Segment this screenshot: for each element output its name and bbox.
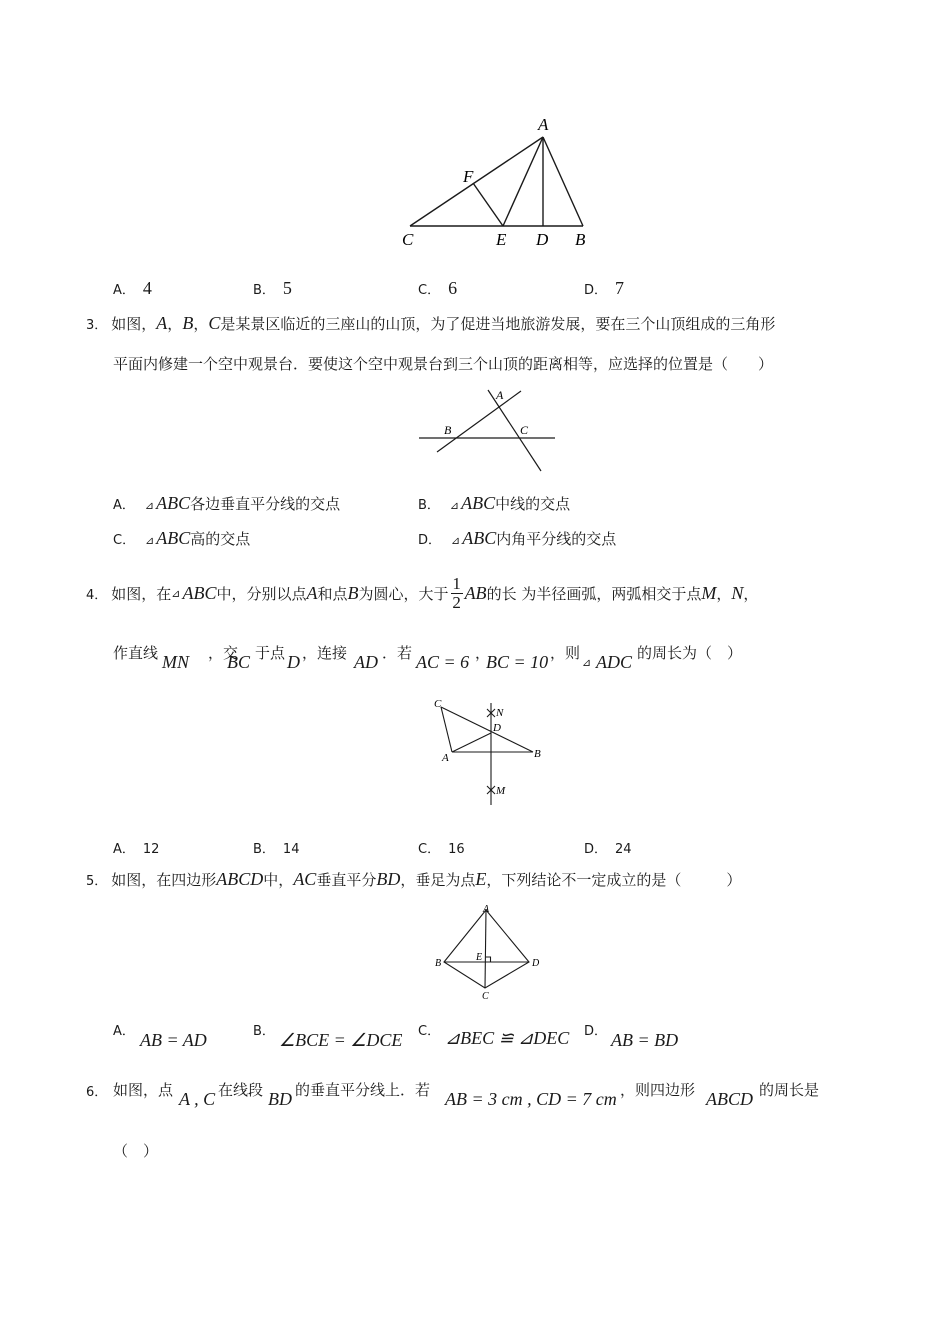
option-value: 4 <box>142 278 152 298</box>
q4-option-a[interactable] <box>113 838 159 857</box>
option-math: ⊿BEC ≌ ⊿DEC <box>445 1028 570 1048</box>
q5-text: 中， <box>263 871 294 889</box>
q4-text: 中，分别以点 <box>216 585 307 603</box>
option-letter: B． <box>253 842 275 857</box>
q6-text: 的垂直平分线上．若 <box>295 1081 431 1099</box>
q4-text: 为圆心，大于 <box>358 585 449 603</box>
q4-label-n: N <box>496 707 504 719</box>
option-letter: A． <box>113 283 135 298</box>
option-math: ABC <box>461 493 496 513</box>
q4-label-d: D <box>493 722 501 734</box>
option-letter: B． <box>253 1024 275 1039</box>
option-letter: A． <box>113 842 135 857</box>
option-letter: C． <box>418 283 441 298</box>
q5-figure <box>430 902 545 1002</box>
q4-math: M <box>701 583 717 603</box>
option-letter: C． <box>418 842 441 857</box>
q5-math: AC <box>293 869 317 889</box>
option-letter: C． <box>113 533 136 548</box>
option-math: ∠BCE = ∠DCE <box>279 1030 403 1050</box>
option-math: ABC <box>462 528 497 548</box>
q3-label-a: A <box>496 388 504 402</box>
q4-text: ， <box>716 585 732 603</box>
q4-math: MN <box>162 652 189 672</box>
q4-math: N <box>731 583 744 603</box>
q4-text: 作直线 <box>113 644 159 662</box>
q3-point-a: A <box>156 313 168 333</box>
option-text: 高的交点 <box>190 530 251 548</box>
q4-label-a: A <box>442 752 449 764</box>
question-number: 4． <box>86 588 108 603</box>
q5-text: ，垂足为点 <box>400 871 476 889</box>
triangle-symbol: ⊿ <box>145 534 155 547</box>
option-value: 14 <box>282 842 300 857</box>
q4-text: ， <box>475 644 491 662</box>
q4-text: 的周长为（ ） <box>637 644 743 662</box>
q5-label-b: B <box>435 958 442 969</box>
q6-text: 的周长是 <box>759 1081 820 1099</box>
q4-math: AC = 6 <box>416 652 470 672</box>
q6-math: BD <box>268 1089 292 1109</box>
q5-label-c: C <box>482 991 489 1002</box>
option-value: 24 <box>615 842 632 857</box>
q4-text: ，交 <box>208 644 239 662</box>
q4-math: AB <box>464 583 487 603</box>
q3-sep: ， <box>167 315 183 333</box>
fraction-denominator: 2 <box>452 593 461 612</box>
q4-text: 的长 为半径画弧，两弧相交于点 <box>486 585 702 603</box>
question-number: 3． <box>86 318 108 333</box>
q4-math: BC <box>227 652 251 672</box>
q3-option-d[interactable] <box>418 528 616 549</box>
q4-math: AD <box>354 652 378 672</box>
question-number: 5． <box>86 874 108 889</box>
q4-math: ADC <box>596 652 632 672</box>
option-letter: D． <box>418 533 442 548</box>
q5-stem <box>86 869 741 890</box>
q2-option-d[interactable] <box>584 278 624 299</box>
q2-figure <box>395 112 605 252</box>
option-letter: D． <box>584 1024 608 1039</box>
option-value: 6 <box>448 278 458 298</box>
q6-math: ABCD <box>706 1089 753 1109</box>
q4-stem-line1 <box>86 575 758 612</box>
q4-label-c: C <box>434 698 442 710</box>
q4-option-d[interactable] <box>584 838 632 857</box>
triangle-symbol: ⊿ <box>449 499 460 512</box>
q5-option-a[interactable] <box>113 1020 207 1050</box>
q5-text: 垂直平分 <box>316 871 377 889</box>
q4-math: B <box>347 583 359 603</box>
option-text: 各边垂直平分线的交点 <box>190 495 341 513</box>
q4-text: ，连接 <box>302 644 348 662</box>
triangle-symbol: ⊿ <box>451 534 461 547</box>
option-math: AB = AD <box>140 1030 207 1050</box>
q5-math: BD <box>376 869 401 889</box>
option-letter: A． <box>113 498 135 513</box>
option-value: 12 <box>142 842 160 857</box>
q3-text: 是某景区临近的三座山的山顶，为了促进当地旅游发展，要在三个山顶组成的三角形 <box>220 315 776 333</box>
q4-text: ．若 <box>382 644 413 662</box>
triangle-symbol: ⊿ <box>582 656 592 669</box>
q5-label-d: D <box>532 958 540 969</box>
q3-option-a[interactable] <box>113 493 340 514</box>
option-letter: B． <box>253 283 275 298</box>
q3-stem-line2: 平面内修建一个空中观景台．要使这个空中观景台到三个山顶的距离相等，应选择的位置是（ ） <box>113 355 774 373</box>
q5-option-b[interactable] <box>253 1020 403 1050</box>
q3-option-c[interactable] <box>113 528 250 549</box>
q3-text: 如图， <box>111 315 157 333</box>
q5-option-c[interactable] <box>418 1020 570 1048</box>
q5-label-a: A <box>483 904 490 915</box>
q2-option-c[interactable] <box>418 278 457 299</box>
option-text: 中线的交点 <box>495 495 571 513</box>
option-math: AB = BD <box>611 1030 679 1050</box>
option-letter: B． <box>418 498 440 513</box>
q6-text: ，则四边形 <box>620 1081 696 1099</box>
q2-label-b: B <box>575 230 586 249</box>
q5-math: ABCD <box>216 869 264 889</box>
option-text: 内角平分线的交点 <box>496 530 617 548</box>
option-letter: D． <box>584 842 608 857</box>
q6-text: 如图，点 <box>113 1081 174 1099</box>
triangle-symbol: ⊿ <box>144 499 155 512</box>
q5-text: 如图，在四边形 <box>111 871 217 889</box>
q2-option-a[interactable] <box>113 278 152 299</box>
q2-label-e: E <box>496 230 507 249</box>
q4-label-b: B <box>534 748 541 760</box>
q4-text: 和点 <box>317 585 348 603</box>
q3-figure <box>415 385 560 475</box>
q2-label-a: A <box>538 115 549 134</box>
q4-math: A <box>306 583 318 603</box>
q5-label-e: E <box>476 952 483 963</box>
q3-option-b[interactable] <box>418 493 570 514</box>
q3-stem-line1 <box>86 313 775 334</box>
q3-point-c: C <box>208 313 221 333</box>
q6-math: A , C <box>179 1089 216 1109</box>
triangle-symbol: ⊿ <box>171 587 181 600</box>
q3-sep: ， <box>193 315 209 333</box>
q2-label-c: C <box>402 230 414 249</box>
q4-text: 于点 <box>255 644 286 662</box>
q3-label-c: C <box>520 423 529 437</box>
q2-label-d: D <box>536 230 549 249</box>
q4-text: ， <box>743 585 759 603</box>
q4-option-b[interactable] <box>253 838 299 857</box>
fraction-one-half <box>451 575 463 612</box>
q4-math: BC = 10 <box>486 652 549 672</box>
option-letter: A． <box>113 1024 135 1039</box>
q4-figure <box>428 695 548 810</box>
option-value: 16 <box>448 842 465 857</box>
q2-option-b[interactable] <box>253 278 292 299</box>
q4-text: 如图，在 <box>111 585 172 603</box>
q6-stem-line2: （ ） <box>113 1142 159 1160</box>
q5-option-d[interactable] <box>584 1020 679 1050</box>
q5-text: ，下列结论不一定成立的是（ ） <box>486 871 742 889</box>
option-letter: D． <box>584 283 608 298</box>
q3-label-b: B <box>444 423 452 437</box>
q3-point-b: B <box>182 313 194 333</box>
fraction-numerator: 1 <box>452 574 461 593</box>
option-math: ABC <box>156 528 191 548</box>
option-value: 7 <box>615 278 625 298</box>
q4-math: D <box>287 652 300 672</box>
q6-math: AB = 3 cm , CD = 7 cm <box>445 1089 617 1109</box>
option-value: 5 <box>282 278 292 298</box>
option-math: ABC <box>156 493 191 513</box>
q4-option-c[interactable] <box>418 838 465 857</box>
q4-label-m: M <box>496 785 506 797</box>
question-number: 6． <box>86 1085 108 1100</box>
q6-text: 在线段 <box>218 1081 264 1099</box>
q2-label-f: F <box>463 167 474 186</box>
q4-text: ，则 <box>550 644 581 662</box>
q5-math: E <box>475 869 487 889</box>
option-letter: C． <box>418 1024 441 1039</box>
q4-math: ABC <box>182 583 217 603</box>
